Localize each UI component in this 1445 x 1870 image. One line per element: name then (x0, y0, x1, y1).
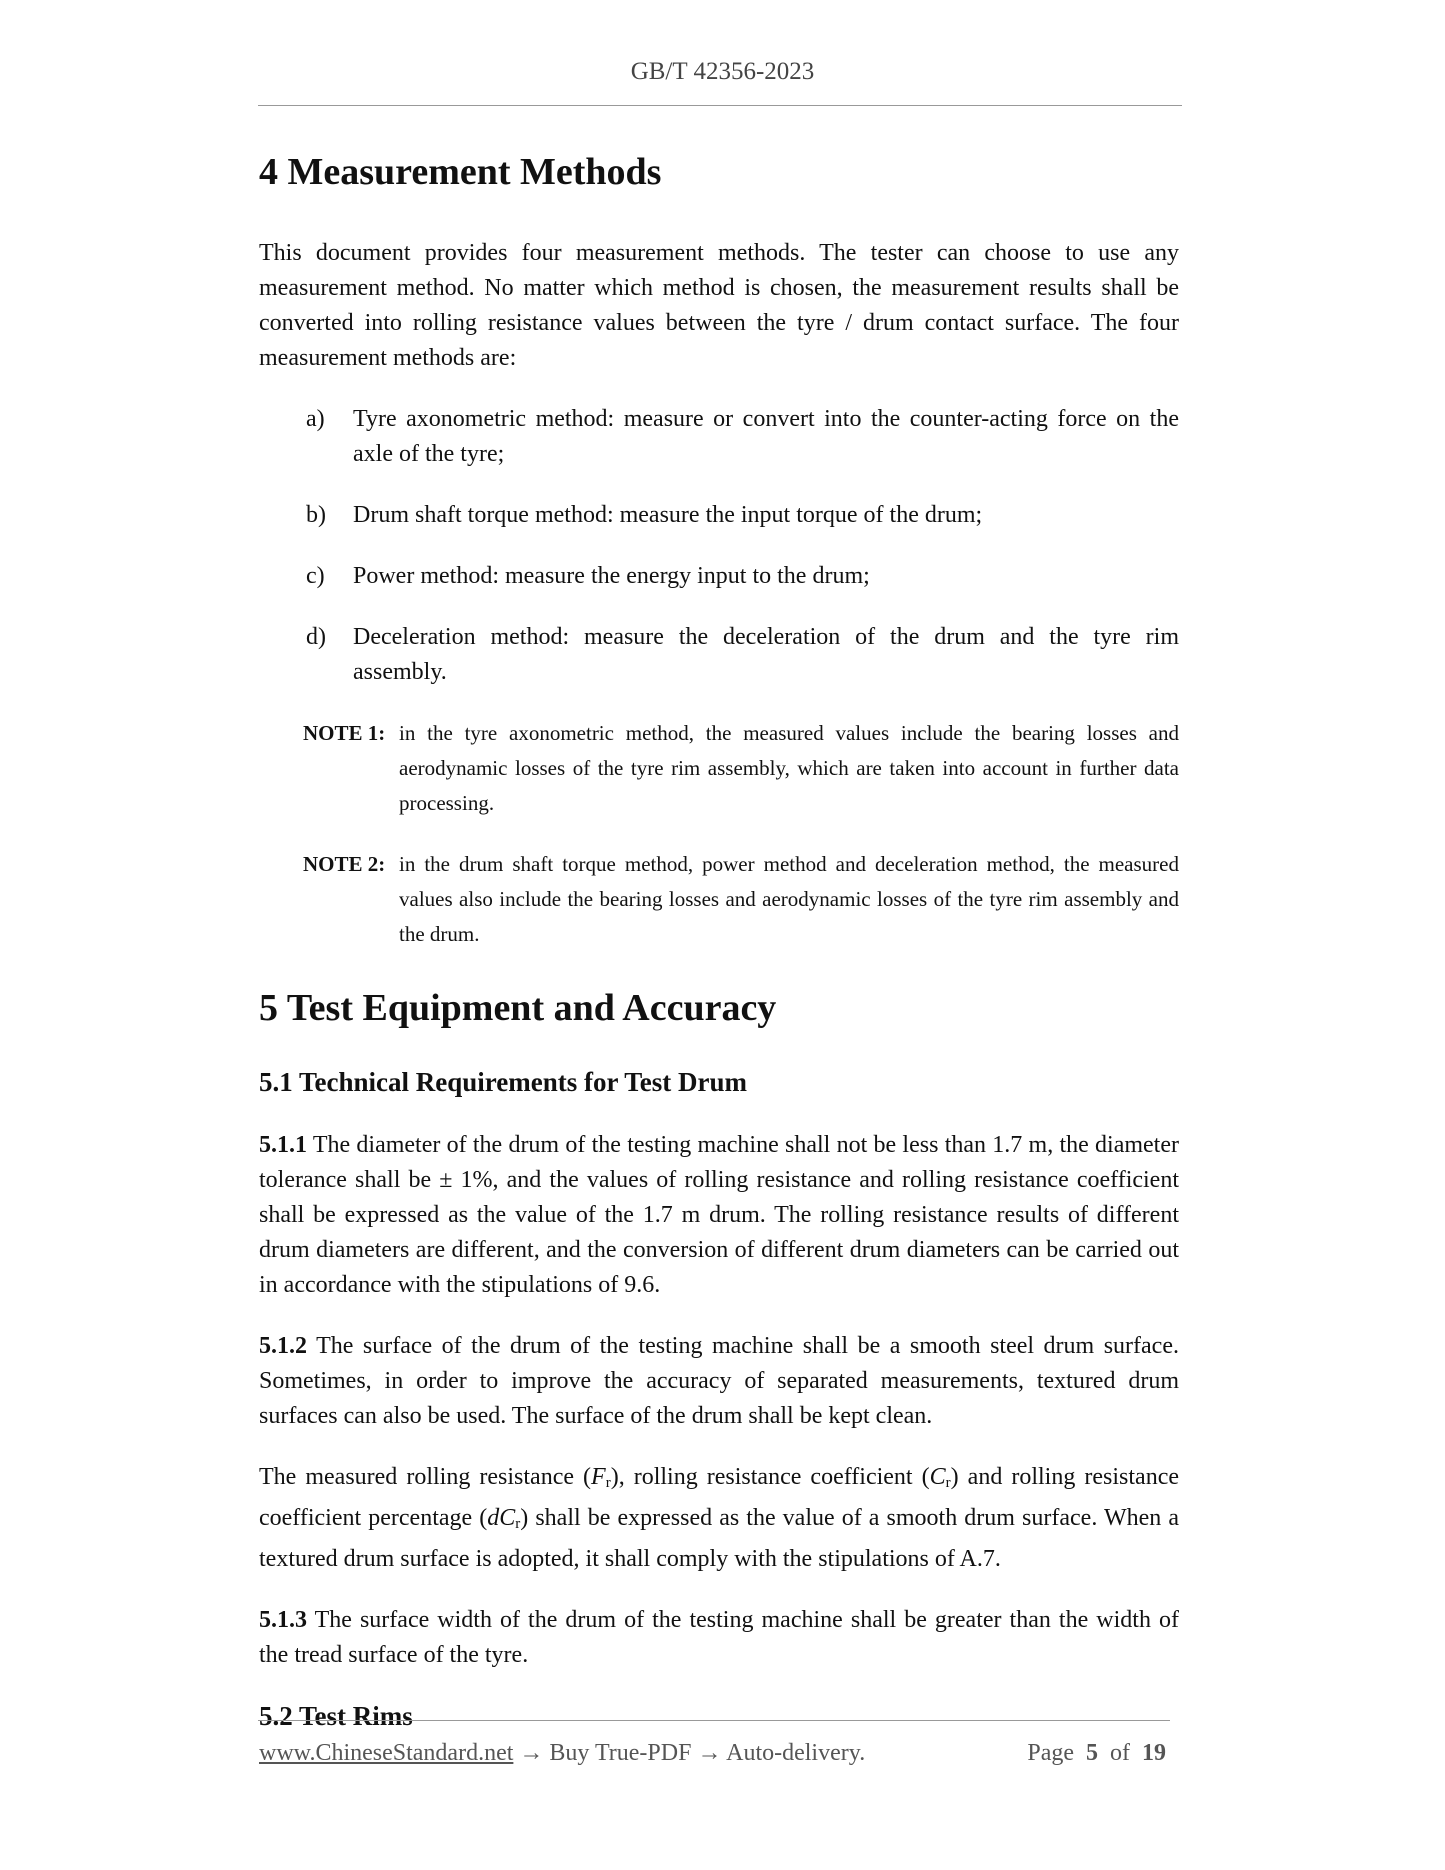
symbol-C: C (929, 1464, 946, 1491)
list-marker: c) (306, 562, 325, 589)
list-item (259, 620, 1179, 690)
method-list (259, 402, 1179, 690)
note-label: NOTE 2: (303, 851, 386, 876)
list-marker: b) (306, 501, 326, 528)
clause-text: The diameter of the drum of the testing machine shall not be less than 1.7 m, the diameter tolerance shall be ± 1%, and the values of rolling resistance and rolling resistance coefficient shall be expressed as the value of the 1.7 m drum. The rolling resistance results of different drum diameters are different, and the conversion of different drum diameters can be carried out in accordance with the stipulations of 9.6. (259, 1132, 1179, 1299)
subsection-5-1-heading: 5.1 Technical Requirements for Test Drum (259, 1067, 748, 1098)
clause-5-1-3 (259, 1603, 1179, 1673)
list-item-text: Drum shaft torque method: measure the input torque of the drum; (353, 501, 983, 528)
page-counter (1027, 1740, 1166, 1767)
list-marker: d) (306, 623, 326, 650)
clause-5-1-1 (259, 1128, 1179, 1303)
section-4-intro: This document provides four measurement methods. The tester can choose to use any measurement method. No matter which method is chosen, the measurement results shall be converted into rolling resistance values between the tyre / drum contact surface. The four measurement methods are: (259, 239, 1179, 371)
text-run: The measured rolling resistance ( (259, 1464, 592, 1491)
list-item-text: Power method: measure the energy input to the drum; (353, 562, 870, 589)
list-item (259, 402, 1179, 472)
list-marker: a) (306, 405, 325, 432)
section-4-heading: 4 Measurement Methods (259, 151, 662, 193)
list-item-text: Deceleration method: measure the deceleration of the drum and the tyre rim assembly. (353, 623, 1179, 685)
footer-tagline: → Buy True-PDF → Auto-delivery. (513, 1740, 866, 1766)
text-run: ) shall be expressed as the value of a smooth drum surface. When a textured drum surface is adopted, it shall comply with the stipulations of A.7. (259, 1505, 1180, 1573)
subscript: r (605, 1475, 611, 1492)
footer-divider (258, 1720, 1170, 1721)
clause-number: 5.1.3 (259, 1607, 307, 1634)
subscript: r (945, 1475, 951, 1492)
section-5-heading: 5 Test Equipment and Accuracy (259, 986, 777, 1029)
symbol-dC: dC (487, 1505, 516, 1532)
page-content (259, 150, 1179, 1762)
clause-5-1-2-continued (259, 1460, 1179, 1577)
clause-5-1-2 (259, 1329, 1179, 1434)
clause-number: 5.1.1 (259, 1132, 307, 1159)
subscript: r (515, 1516, 521, 1533)
page-total: 19 (1142, 1740, 1166, 1766)
footer-left (259, 1740, 865, 1766)
clause-number: 5.1.2 (259, 1333, 307, 1360)
page-number: 5 (1086, 1740, 1098, 1766)
note-text: in the tyre axonometric method, the measured values include the bearing losses and aerodynamic losses of the tyre rim assembly, which are taken into account in further data processing. (399, 720, 1179, 815)
header-divider (258, 105, 1182, 106)
note-text: in the drum shaft torque method, power method and deceleration method, the measured values also include the bearing losses and aerodynamic losses of the tyre rim assembly and the drum. (399, 851, 1179, 946)
note-label: NOTE 1: (303, 720, 386, 745)
list-item (259, 498, 1179, 533)
note-2 (259, 847, 1179, 952)
page-word: Page (1027, 1740, 1074, 1766)
header-doc-code: GB/T 42356-2023 (630, 58, 815, 85)
list-item (259, 559, 1179, 594)
list-item-text: Tyre axonometric method: measure or convert into the counter-acting force on the axle of the tyre; (353, 405, 1179, 467)
clause-text: The surface width of the drum of the testing machine shall be greater than the width of the tread surface of the tyre. (259, 1607, 1179, 1669)
symbol-F: F (591, 1464, 606, 1491)
site-link[interactable]: www.ChineseStandard.net (259, 1740, 514, 1766)
note-1 (259, 716, 1179, 821)
clause-text: The surface of the drum of the testing machine shall be a smooth steel drum surface. Sometimes, in order to improve the accuracy of separated measurements, textured drum surfaces can also be used. The surface of the drum shall be kept clean. (259, 1333, 1179, 1430)
footer (259, 1740, 1171, 1767)
subsection-5-2-heading: 5.2 Test Rims (259, 1701, 413, 1732)
text-run: ) and rolling resistance coefficient percentage ( (259, 1464, 1180, 1532)
text-run: ), rolling resistance coefficient ( (610, 1464, 930, 1491)
of-word: of (1110, 1740, 1130, 1766)
